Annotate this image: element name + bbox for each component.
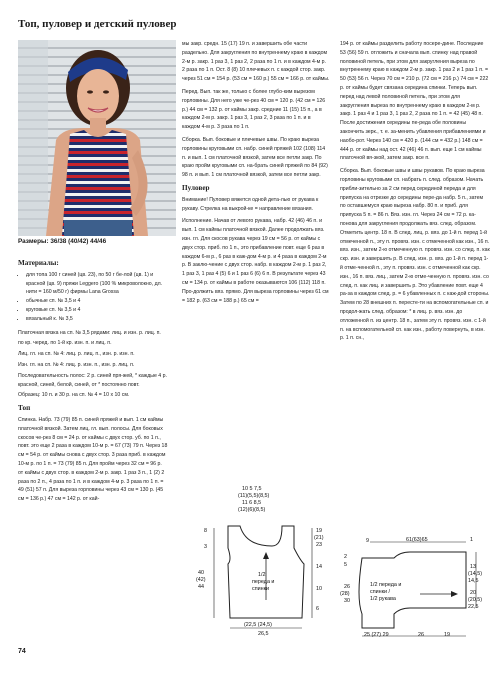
dim-label: (21)	[314, 535, 324, 541]
dim-label: 10 5 7,5	[242, 486, 262, 492]
model-photo	[18, 40, 176, 236]
middle-column	[182, 40, 330, 307]
piece-label: 1/2	[258, 572, 266, 578]
pattern-text: Последовательность полос: 2 р. синей пря-жей, * каждые 4 р. красной, синей, белой, синей, от * постоянно повт.	[18, 372, 167, 388]
piece-label: переда и	[252, 579, 275, 585]
gauge-text: Образец: 10 п. и 30 р. на сп. № 4 = 10 х 10 см.	[18, 392, 130, 399]
dim-label: 26	[418, 632, 424, 638]
dim-label: 13	[470, 564, 476, 570]
dim-label: (14,5)	[468, 571, 483, 577]
materials-item: • круговые сп. № 3,5 и 4	[26, 306, 168, 315]
dim-label: 1	[470, 537, 473, 543]
page-title: Топ, пуловер и детский пуловер	[18, 18, 177, 30]
dim-label: 19	[316, 528, 322, 534]
pattern-text: Лиц. гл. на сп. № 4: лиц. р. лиц. п., изн. р. изн. п.	[18, 351, 135, 358]
dim-label: 11 6 8,5	[242, 500, 262, 506]
pullover-attention: Внимание! Пуловер вяжется одной дета-лью от рукава к рукаву. Стрелка на выкрой-ке = направление вязания.	[182, 196, 319, 212]
dim-label: (28)	[340, 591, 350, 597]
left-column	[18, 255, 168, 506]
piece-label: 1/2 рукава	[370, 596, 396, 602]
dim-label: 44	[198, 584, 204, 590]
dim-label: 26	[344, 584, 350, 590]
dim-label: 14	[316, 564, 322, 570]
dim-label: 30	[344, 598, 350, 604]
page-number: 74	[18, 648, 26, 655]
dim-label: 20	[470, 590, 476, 596]
pattern-text: по кр. черед. по 1-й кр. изн. п. и лиц. п.	[18, 340, 112, 347]
top-heading: Топ	[18, 404, 31, 413]
sizes-label: Размеры: 36/38 (40/42) 44/46	[18, 238, 107, 245]
dim-label: (20,5)	[468, 597, 483, 603]
dim-label: 22,5	[468, 604, 479, 610]
right-column	[340, 40, 490, 345]
dim-label: 9	[366, 538, 369, 544]
piece-label: спинки	[252, 586, 269, 592]
dim-label: 5	[344, 562, 347, 568]
dim-label: (12)(6)(8,5)	[238, 507, 266, 513]
materials-heading: Материалы:	[18, 259, 59, 267]
top-schematic	[190, 488, 330, 638]
pullover-assembly: Сборка. Вып. боковые швы и швы рукавов. По краю выреза горловины круговыми сп. набрать п. след. образом. Начать прибли-зительно за 2 см перед серединой переда и для припуска на отрезке до середины пере-да набр. 5 п., затем по оставшемуся краю выреза набр. 80 п. и приб. для припуска 5 п. = 86 п. Вяз. изн. гл. Через 24 см = 72 р. ка-понова для закругления продолжать вяз. след. образом. Отметить центр. 18 п. В след. лиц. р. вяз. до 1-й п. перед 1-й отмеченной п., эту п. провяз. изн. с отмеченной как изн., 16 п. вяз. изн., затем 2-ю отмеченную п. провяз. изн. со след. п. как скр. изн. и завершить р. В след. изн. р. вяз. до 1-й п. перед 1-й отме-ченной п., эту п. провяз. изн. с отмеченной как скр. изн., 16 п. вяз. лиц., затем 2-ю отме-ченную п. провяз. изн. со след. п. как лиц. и завершить р. Это убавление повт. еще 4 ра-за в каждом след. р. = 6 убавленных п. с каж-дой стороны. Затем по 28 внешних п. пересте-ти на вспомогательные сп. и продол-жать след. образом: * в лиц. р. вяз. изн. до отложенной п. из центр. 18 п., затем эту п. провяз. изн. с 1-й п. на вспомогательной сп. как изн., работу повернуть, в изн. р. 1 п. сн.,	[340, 168, 490, 342]
pullover-continued: 194 р. от каймы разделить работу посере-дине. Последние 53 (56) 59 п. отложить и сначала вып. спинку над правой половиной петель, при этом для закругления выреза по внутреннему краю в каждом 2-м р. закр. 1 раз 2 и 1 раз 1 п. = 50 (53) 56 п. Через 70 см = 210 р. (72 см = 216 р.) 74 см = 222 р. от каймы будет связана середина спинки. Теперь вып. перед над левой половиной петель, при этом для закругления выреза по внутреннему краю в каждом 2-м р. закр. 1 раз 4 и 1 раз 3, 1 раз 2, 2 раза по 1 п. = 42 (45) 48 п. После достижения середины пе-реда обе половины закончить зерк., т. е. за-менить убавления прибавлениями и наобо-рот. Через 140 см = 420 р. (144 см = 432 р.) 148 см = 444 р. от каймы над ост. 42 (46) 46 п. вып. еще 1 см каймы платочной вя-зкой, затем закр. все п.	[340, 41, 489, 162]
dim-label: 10	[316, 586, 322, 592]
dim-label: (11)(5,5)(8,5)	[238, 493, 270, 499]
piece-label: спинки /	[370, 589, 390, 595]
dim-label: 25 (27) 29	[364, 632, 389, 638]
dim-label: (22,5 (24,5)	[244, 622, 272, 628]
dim-label: 19	[444, 632, 450, 638]
materials-list	[18, 271, 168, 324]
dim-label: 26,5	[258, 631, 269, 637]
pullover-schematic-drawing	[340, 528, 490, 643]
dim-label: 40	[198, 570, 204, 576]
materials-item: • обычные сп. № 3,5 и 4	[26, 297, 168, 306]
model-illustration	[18, 40, 176, 236]
pullover-schematic	[340, 528, 490, 643]
assembly-instructions: Сборка. Вып. боковые и плечевые швы. По краю выреза горловины круговыми сп. набр. синей пряжей 102 (108) 114 п. и вып. 1 см платочной вязкой, затем все петли закр. По краю пройм круговыми сп. на-брать синей пряжей по 84 (92) 98 п. и вып. 1 см платочной вязкой, затем все петли закр.	[182, 136, 328, 179]
materials-item: • вязальный к. № 3,5	[26, 315, 168, 324]
dim-label: (42)	[196, 577, 206, 583]
dim-label: 14,5	[468, 578, 479, 584]
dim-label: 8	[204, 528, 207, 534]
pattern-text: Платочная вязка на сп. № 3,5 рядами: лиц. и изн. р. лиц. п.	[18, 329, 161, 336]
dim-label: 61(63)65	[406, 537, 428, 543]
pullover-heading: Пуловер	[182, 183, 210, 192]
front-instructions: Перед. Вып. так же, только с более глубо-ким вырезом горловины. Для него уже че-рез 40 см = 120 р. (42 см = 126 р.) 44 см = 132 р. от каймы закр. средние 11 (15) 15 п., а в каждом 2-м р. закр. 1 раз 3, 1 раз 2, 3 раза по 1 п. и в каждом 4-м р. 3 раза по 1 п.	[182, 88, 326, 131]
top-continued: мы закр. средн. 15 (17) 19 п. и завершить обе части раздельно. Для закругления по внутреннему краю в каждом 2-м р. закр. 1 раз 3, 1 раз 2, 2 раза по 1 п. и в каждом 4-м р. 2 раза по 1 п. Ост. 8 (8) 10 плечевых п. с каждой стор. закр. через 51 см = 154 р. (53 см = 160 р.) 55 см = 166 р. от каймы.	[182, 41, 330, 83]
pullover-instructions: Исполнение. Начав от левого рукава, набр. 42 (46) 46 п. и вып. 1 см каймы платочной вязкой. Далее продолжать вяз. изн. гл. Для скосов рукава через 19 см = 56 р. от каймы с двух стор. приб. по 1 п., это прибавление повт. еще 6 раз в каждом 6-м р., 6 раз в каж-дом 4-м р. и 4 раза в каждом 2-м р. В заклю-чение с двух стор. набр. в каждом 2-м р. 1 раз 2, 1 раз 3, 1 раз 4 (5) 6 и 1 раз 6 (6) 6 п. В результате через 43 см = 134 р. от каймы в работе оказываются 106 (112) 118 п. Про-должить вяз. прямо. Для выреза горловины через 61 см = 182 р. (63 см = 188 р.) 65 см =	[182, 218, 329, 304]
materials-item: • для топа 100 г синей (цв. 23), по 50 г бе-лой (цв. 1) и красной (цв. 9) пряжи Leggero (100 % микроволокно, дл. нити = 160 м/50 г) фирмы Lana Grossa	[26, 271, 168, 297]
dim-label: 23	[316, 542, 322, 548]
dim-label: 6	[316, 606, 319, 612]
piece-label: 1/2 переда и	[370, 582, 402, 588]
pattern-text: Изн. гл. на сп. № 4: лиц. р. изн. п., изн. р. лиц. п.	[18, 361, 135, 368]
dim-label: 2	[344, 554, 347, 560]
top-instructions: Спинка. Набр. 73 (79) 85 п. синей пряжей и вып. 1 см каймы платочной вязкой. Затем лиц. гл. вып. полосы. Для боковых скосов че-рез 8 см = 24 р. от каймы с двух стор. уб. по 1 п., повт. это еще 2 раза в каждом 10-м р. = 67 (73) 79 п. Через 18 см = 54 р. от каймы снова с двух стор. 3 раза приб. в каждом 10-м р. по 1 п. = 73 (79) 85 п. Для пройм через 32 см = 96 р. от каймы с двух стор. в каждом 2-м р. закр. 1 раз 3 п., 1 (2) 2 раза по 2 п., 4 раза по 1 п. и в каждом 4-м р. 3 раза по 1 п. = 49 (51) 57 п. Для выреза горловины через 43 см = 130 р. (45 см = 136 р.) 47 см = 142 р. от кай-	[18, 416, 168, 503]
dim-label: 3	[204, 544, 207, 550]
